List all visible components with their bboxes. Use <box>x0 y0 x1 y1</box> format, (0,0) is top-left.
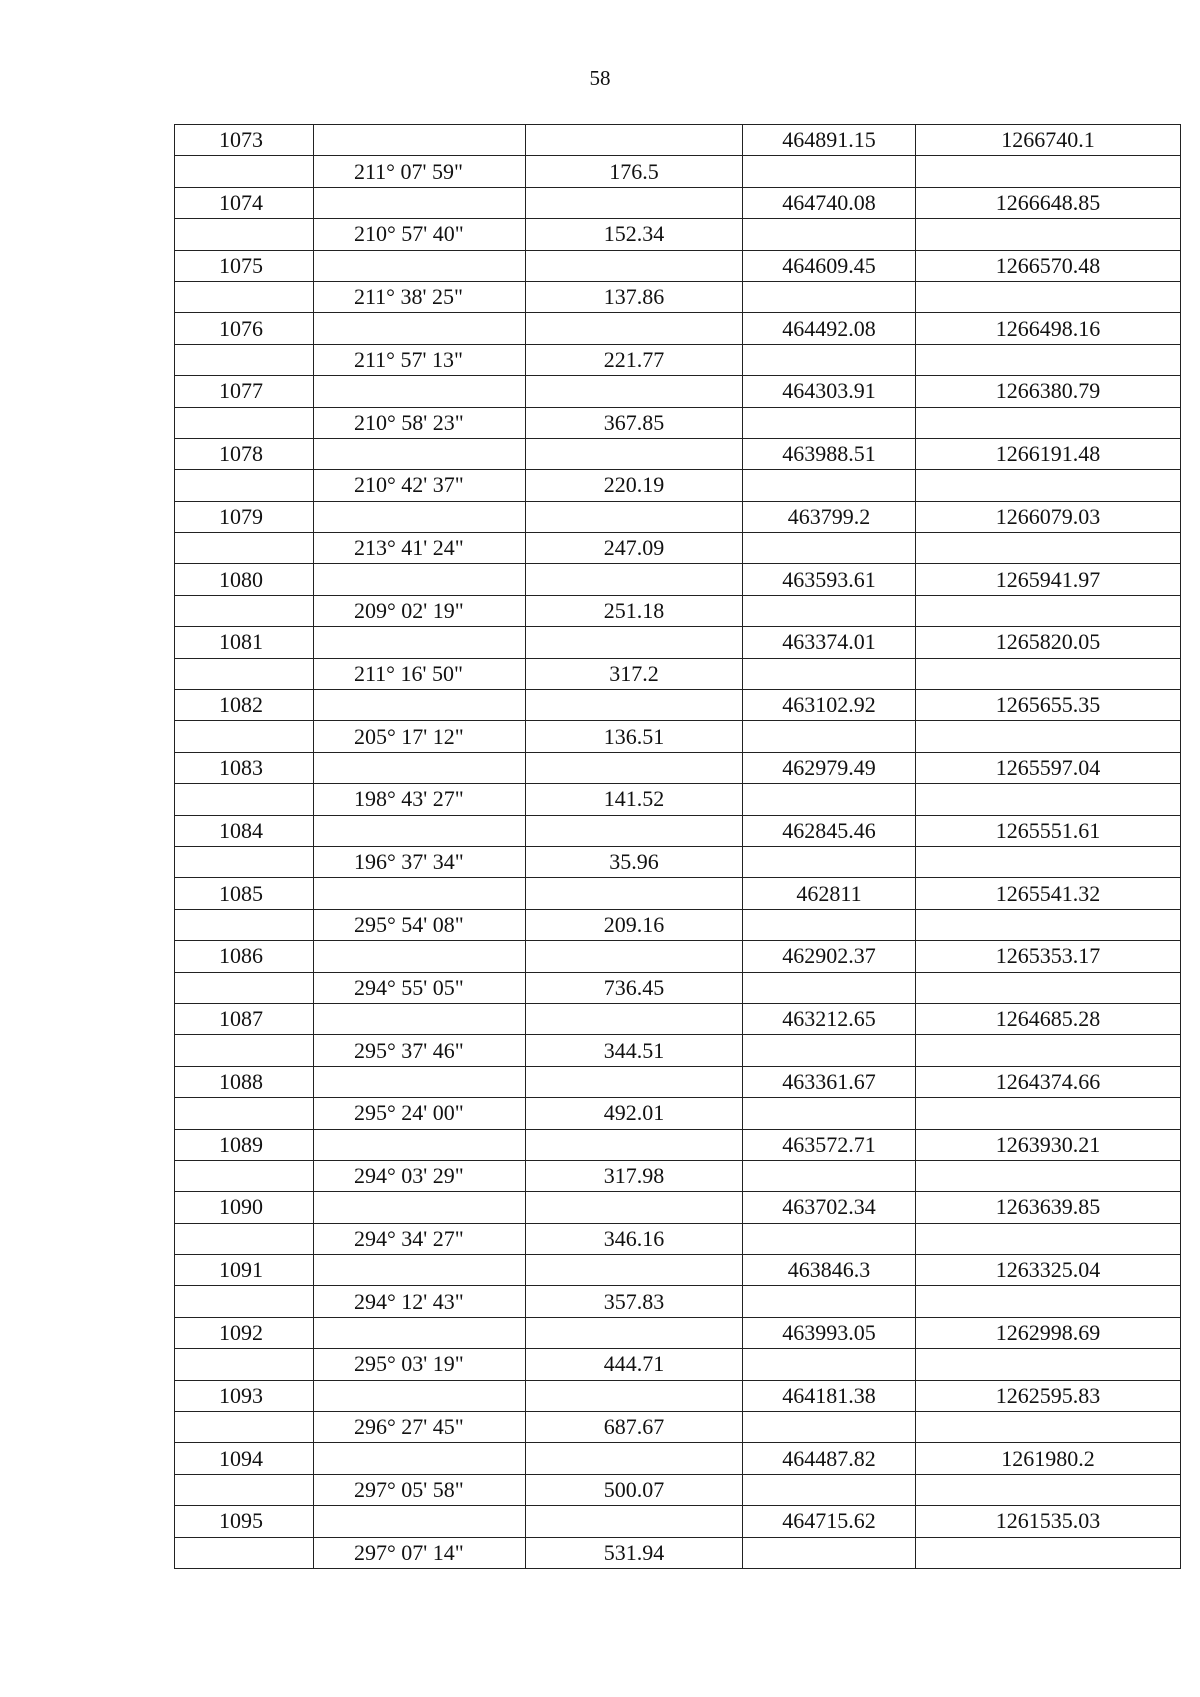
distance-cell: 136.51 <box>526 721 743 752</box>
empty-cell <box>743 658 916 689</box>
station-cell: 1084 <box>175 815 314 846</box>
northing-cell: 463799.2 <box>743 501 916 532</box>
easting-cell: 1265551.61 <box>916 815 1181 846</box>
bearing-cell: 294° 03' 29" <box>314 1160 526 1191</box>
station-cell: 1091 <box>175 1255 314 1286</box>
empty-cell <box>175 281 314 312</box>
station-row <box>175 1066 1181 1097</box>
empty-cell <box>526 690 743 721</box>
northing-cell: 463593.61 <box>743 564 916 595</box>
bearing-cell: 294° 12' 43" <box>314 1286 526 1317</box>
empty-cell <box>916 721 1181 752</box>
station-row <box>175 878 1181 909</box>
northing-cell: 463374.01 <box>743 627 916 658</box>
traverse-row <box>175 846 1181 877</box>
empty-cell <box>916 470 1181 501</box>
empty-cell <box>175 219 314 250</box>
northing-cell: 464891.15 <box>743 125 916 156</box>
empty-cell <box>314 815 526 846</box>
empty-cell <box>314 878 526 909</box>
empty-cell <box>743 1412 916 1443</box>
traverse-row <box>175 219 1181 250</box>
empty-cell <box>175 721 314 752</box>
empty-cell <box>916 1474 1181 1505</box>
station-row <box>175 627 1181 658</box>
empty-cell <box>743 972 916 1003</box>
empty-cell <box>175 1098 314 1129</box>
station-row <box>175 313 1181 344</box>
empty-cell <box>916 1223 1181 1254</box>
station-cell: 1088 <box>175 1066 314 1097</box>
station-row <box>175 564 1181 595</box>
traverse-row <box>175 1286 1181 1317</box>
empty-cell <box>526 752 743 783</box>
distance-cell: 251.18 <box>526 595 743 626</box>
empty-cell <box>314 1443 526 1474</box>
easting-cell: 1265353.17 <box>916 941 1181 972</box>
empty-cell <box>526 125 743 156</box>
distance-cell: 500.07 <box>526 1474 743 1505</box>
northing-cell: 462979.49 <box>743 752 916 783</box>
station-row <box>175 125 1181 156</box>
station-cell: 1095 <box>175 1506 314 1537</box>
station-row <box>175 1317 1181 1348</box>
empty-cell <box>314 1129 526 1160</box>
bearing-cell: 296° 27' 45" <box>314 1412 526 1443</box>
distance-cell: 687.67 <box>526 1412 743 1443</box>
northing-cell: 464181.38 <box>743 1380 916 1411</box>
empty-cell <box>314 1255 526 1286</box>
station-row <box>175 1255 1181 1286</box>
empty-cell <box>916 219 1181 250</box>
easting-cell: 1266498.16 <box>916 313 1181 344</box>
station-cell: 1094 <box>175 1443 314 1474</box>
station-row <box>175 1380 1181 1411</box>
traverse-row <box>175 972 1181 1003</box>
easting-cell: 1266191.48 <box>916 438 1181 469</box>
bearing-cell: 198° 43' 27" <box>314 784 526 815</box>
easting-cell: 1266648.85 <box>916 187 1181 218</box>
station-cell: 1093 <box>175 1380 314 1411</box>
bearing-cell: 210° 42' 37" <box>314 470 526 501</box>
empty-cell <box>526 1192 743 1223</box>
empty-cell <box>916 1286 1181 1317</box>
empty-cell <box>916 156 1181 187</box>
empty-cell <box>175 1160 314 1191</box>
bearing-cell: 211° 07' 59" <box>314 156 526 187</box>
traverse-row <box>175 533 1181 564</box>
traverse-row <box>175 344 1181 375</box>
traverse-row <box>175 658 1181 689</box>
empty-cell <box>916 909 1181 940</box>
station-row <box>175 690 1181 721</box>
easting-cell: 1265597.04 <box>916 752 1181 783</box>
distance-cell: 444.71 <box>526 1349 743 1380</box>
bearing-cell: 294° 34' 27" <box>314 1223 526 1254</box>
traverse-row <box>175 470 1181 501</box>
station-cell: 1087 <box>175 1003 314 1034</box>
easting-cell: 1266570.48 <box>916 250 1181 281</box>
empty-cell <box>526 878 743 909</box>
empty-cell <box>916 658 1181 689</box>
page-number: 58 <box>589 66 611 90</box>
empty-cell <box>175 658 314 689</box>
empty-cell <box>175 1223 314 1254</box>
northing-cell: 463572.71 <box>743 1129 916 1160</box>
easting-cell: 1266079.03 <box>916 501 1181 532</box>
empty-cell <box>175 407 314 438</box>
empty-cell <box>314 1380 526 1411</box>
traverse-row <box>175 1035 1181 1066</box>
distance-cell: 344.51 <box>526 1035 743 1066</box>
empty-cell <box>526 501 743 532</box>
station-cell: 1083 <box>175 752 314 783</box>
station-row <box>175 187 1181 218</box>
empty-cell <box>526 627 743 658</box>
station-cell: 1075 <box>175 250 314 281</box>
easting-cell: 1266740.1 <box>916 125 1181 156</box>
table-body <box>175 125 1181 1569</box>
distance-cell: 35.96 <box>526 846 743 877</box>
empty-cell <box>314 941 526 972</box>
empty-cell <box>526 1443 743 1474</box>
bearing-cell: 297° 07' 14" <box>314 1537 526 1568</box>
station-row <box>175 376 1181 407</box>
empty-cell <box>314 250 526 281</box>
empty-cell <box>916 1537 1181 1568</box>
bearing-cell: 213° 41' 24" <box>314 533 526 564</box>
distance-cell: 137.86 <box>526 281 743 312</box>
empty-cell <box>314 690 526 721</box>
empty-cell <box>743 1223 916 1254</box>
easting-cell: 1265820.05 <box>916 627 1181 658</box>
easting-cell: 1265941.97 <box>916 564 1181 595</box>
northing-cell: 463993.05 <box>743 1317 916 1348</box>
station-cell: 1082 <box>175 690 314 721</box>
empty-cell <box>916 1412 1181 1443</box>
station-cell: 1085 <box>175 878 314 909</box>
traverse-row <box>175 595 1181 626</box>
easting-cell: 1262998.69 <box>916 1317 1181 1348</box>
empty-cell <box>314 501 526 532</box>
bearing-cell: 210° 58' 23" <box>314 407 526 438</box>
station-row <box>175 1129 1181 1160</box>
empty-cell <box>526 187 743 218</box>
empty-cell <box>916 344 1181 375</box>
empty-cell <box>916 1160 1181 1191</box>
traverse-row <box>175 1223 1181 1254</box>
traverse-row <box>175 1098 1181 1129</box>
northing-cell: 462811 <box>743 878 916 909</box>
empty-cell <box>175 1474 314 1505</box>
station-cell: 1086 <box>175 941 314 972</box>
station-row <box>175 941 1181 972</box>
northing-cell: 464609.45 <box>743 250 916 281</box>
empty-cell <box>916 281 1181 312</box>
bearing-cell: 295° 24' 00" <box>314 1098 526 1129</box>
bearing-cell: 211° 16' 50" <box>314 658 526 689</box>
easting-cell: 1261535.03 <box>916 1506 1181 1537</box>
empty-cell <box>175 156 314 187</box>
distance-cell: 141.52 <box>526 784 743 815</box>
northing-cell: 464492.08 <box>743 313 916 344</box>
empty-cell <box>743 533 916 564</box>
distance-cell: 492.01 <box>526 1098 743 1129</box>
empty-cell <box>526 1003 743 1034</box>
distance-cell: 736.45 <box>526 972 743 1003</box>
empty-cell <box>743 219 916 250</box>
station-row <box>175 1506 1181 1537</box>
distance-cell: 367.85 <box>526 407 743 438</box>
northing-cell: 462845.46 <box>743 815 916 846</box>
empty-cell <box>175 595 314 626</box>
bearing-cell: 295° 03' 19" <box>314 1349 526 1380</box>
station-cell: 1079 <box>175 501 314 532</box>
empty-cell <box>743 1286 916 1317</box>
station-row <box>175 1003 1181 1034</box>
empty-cell <box>314 627 526 658</box>
bearing-cell: 211° 57' 13" <box>314 344 526 375</box>
northing-cell: 463361.67 <box>743 1066 916 1097</box>
empty-cell <box>314 1003 526 1034</box>
station-row <box>175 501 1181 532</box>
easting-cell: 1263639.85 <box>916 1192 1181 1223</box>
empty-cell <box>743 846 916 877</box>
traverse-row <box>175 784 1181 815</box>
empty-cell <box>175 1035 314 1066</box>
empty-cell <box>314 752 526 783</box>
traverse-row <box>175 721 1181 752</box>
empty-cell <box>314 187 526 218</box>
northing-cell: 464715.62 <box>743 1506 916 1537</box>
empty-cell <box>743 470 916 501</box>
station-row <box>175 1192 1181 1223</box>
empty-cell <box>743 721 916 752</box>
empty-cell <box>916 972 1181 1003</box>
distance-cell: 221.77 <box>526 344 743 375</box>
station-cell: 1080 <box>175 564 314 595</box>
station-cell: 1076 <box>175 313 314 344</box>
survey-coordinates-table <box>174 124 1181 1569</box>
empty-cell <box>175 1349 314 1380</box>
empty-cell <box>175 470 314 501</box>
empty-cell <box>743 784 916 815</box>
empty-cell <box>743 595 916 626</box>
bearing-cell: 196° 37' 34" <box>314 846 526 877</box>
distance-cell: 531.94 <box>526 1537 743 1568</box>
bearing-cell: 297° 05' 58" <box>314 1474 526 1505</box>
empty-cell <box>526 1255 743 1286</box>
empty-cell <box>916 1098 1181 1129</box>
traverse-row <box>175 1474 1181 1505</box>
traverse-row <box>175 1412 1181 1443</box>
easting-cell: 1264374.66 <box>916 1066 1181 1097</box>
empty-cell <box>526 313 743 344</box>
traverse-row <box>175 1160 1181 1191</box>
empty-cell <box>526 1129 743 1160</box>
northing-cell: 463988.51 <box>743 438 916 469</box>
station-row <box>175 815 1181 846</box>
empty-cell <box>314 125 526 156</box>
empty-cell <box>314 1317 526 1348</box>
traverse-row <box>175 281 1181 312</box>
empty-cell <box>916 846 1181 877</box>
empty-cell <box>743 1349 916 1380</box>
easting-cell: 1266380.79 <box>916 376 1181 407</box>
empty-cell <box>314 564 526 595</box>
station-cell: 1074 <box>175 187 314 218</box>
station-row <box>175 250 1181 281</box>
distance-cell: 209.16 <box>526 909 743 940</box>
empty-cell <box>314 313 526 344</box>
northing-cell: 463102.92 <box>743 690 916 721</box>
empty-cell <box>916 407 1181 438</box>
empty-cell <box>175 846 314 877</box>
easting-cell: 1263930.21 <box>916 1129 1181 1160</box>
empty-cell <box>175 1412 314 1443</box>
empty-cell <box>175 784 314 815</box>
empty-cell <box>175 533 314 564</box>
station-cell: 1092 <box>175 1317 314 1348</box>
empty-cell <box>314 376 526 407</box>
empty-cell <box>526 1506 743 1537</box>
empty-cell <box>743 344 916 375</box>
northing-cell: 464487.82 <box>743 1443 916 1474</box>
distance-cell: 357.83 <box>526 1286 743 1317</box>
easting-cell: 1262595.83 <box>916 1380 1181 1411</box>
station-cell: 1073 <box>175 125 314 156</box>
empty-cell <box>526 376 743 407</box>
traverse-row <box>175 1349 1181 1380</box>
bearing-cell: 210° 57' 40" <box>314 219 526 250</box>
traverse-row <box>175 156 1181 187</box>
empty-cell <box>175 909 314 940</box>
empty-cell <box>526 564 743 595</box>
empty-cell <box>175 972 314 1003</box>
station-cell: 1078 <box>175 438 314 469</box>
empty-cell <box>916 533 1181 564</box>
empty-cell <box>916 1035 1181 1066</box>
northing-cell: 463702.34 <box>743 1192 916 1223</box>
station-row <box>175 1443 1181 1474</box>
empty-cell <box>314 1506 526 1537</box>
empty-cell <box>743 281 916 312</box>
distance-cell: 220.19 <box>526 470 743 501</box>
empty-cell <box>526 250 743 281</box>
bearing-cell: 295° 37' 46" <box>314 1035 526 1066</box>
station-row <box>175 752 1181 783</box>
empty-cell <box>743 1160 916 1191</box>
distance-cell: 317.98 <box>526 1160 743 1191</box>
empty-cell <box>526 1066 743 1097</box>
bearing-cell: 209° 02' 19" <box>314 595 526 626</box>
station-row <box>175 438 1181 469</box>
northing-cell: 464740.08 <box>743 187 916 218</box>
traverse-row <box>175 909 1181 940</box>
empty-cell <box>526 1380 743 1411</box>
northing-cell: 462902.37 <box>743 941 916 972</box>
bearing-cell: 205° 17' 12" <box>314 721 526 752</box>
empty-cell <box>916 1349 1181 1380</box>
empty-cell <box>175 1286 314 1317</box>
empty-cell <box>526 438 743 469</box>
empty-cell <box>743 1035 916 1066</box>
empty-cell <box>743 1474 916 1505</box>
empty-cell <box>175 1537 314 1568</box>
empty-cell <box>743 156 916 187</box>
distance-cell: 247.09 <box>526 533 743 564</box>
bearing-cell: 294° 55' 05" <box>314 972 526 1003</box>
easting-cell: 1261980.2 <box>916 1443 1181 1474</box>
empty-cell <box>314 1192 526 1223</box>
station-cell: 1090 <box>175 1192 314 1223</box>
northing-cell: 464303.91 <box>743 376 916 407</box>
empty-cell <box>743 1537 916 1568</box>
distance-cell: 346.16 <box>526 1223 743 1254</box>
empty-cell <box>916 784 1181 815</box>
bearing-cell: 295° 54' 08" <box>314 909 526 940</box>
empty-cell <box>314 1066 526 1097</box>
distance-cell: 176.5 <box>526 156 743 187</box>
station-cell: 1089 <box>175 1129 314 1160</box>
bearing-cell: 211° 38' 25" <box>314 281 526 312</box>
empty-cell <box>916 595 1181 626</box>
empty-cell <box>526 815 743 846</box>
easting-cell: 1263325.04 <box>916 1255 1181 1286</box>
empty-cell <box>743 1098 916 1129</box>
traverse-row <box>175 407 1181 438</box>
empty-cell <box>743 407 916 438</box>
traverse-row <box>175 1537 1181 1568</box>
empty-cell <box>314 438 526 469</box>
empty-cell <box>526 941 743 972</box>
station-cell: 1077 <box>175 376 314 407</box>
easting-cell: 1264685.28 <box>916 1003 1181 1034</box>
easting-cell: 1265655.35 <box>916 690 1181 721</box>
empty-cell <box>526 1317 743 1348</box>
distance-cell: 152.34 <box>526 219 743 250</box>
northing-cell: 463212.65 <box>743 1003 916 1034</box>
station-cell: 1081 <box>175 627 314 658</box>
easting-cell: 1265541.32 <box>916 878 1181 909</box>
empty-cell <box>743 909 916 940</box>
distance-cell: 317.2 <box>526 658 743 689</box>
empty-cell <box>175 344 314 375</box>
northing-cell: 463846.3 <box>743 1255 916 1286</box>
